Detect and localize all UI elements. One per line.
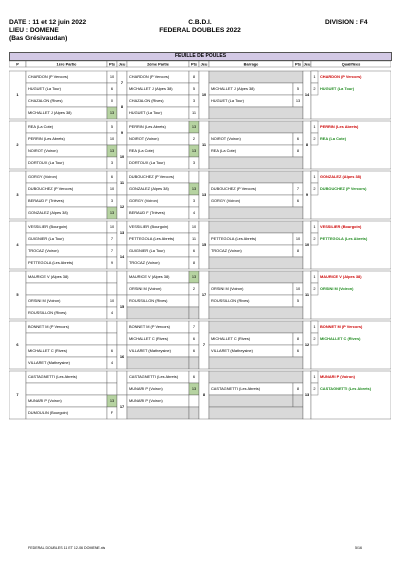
barrage-empty bbox=[209, 171, 303, 183]
header-division: DIVISION : F4 bbox=[325, 19, 368, 26]
qualified-first: CHARDON (P Vercors) bbox=[320, 74, 362, 80]
barrage-points-value: 8 bbox=[296, 386, 300, 392]
qualified-first: PERRIN (Les Abrets) bbox=[320, 124, 359, 130]
barrage-empty bbox=[209, 157, 303, 169]
qualified-rank: 2 bbox=[313, 336, 316, 342]
barrage-team bbox=[209, 395, 293, 407]
qualified-first: GONZALEZ (Alpes 38) bbox=[320, 174, 362, 180]
barrage-game-number: 10 bbox=[304, 242, 310, 248]
column-header: Qualifiées bbox=[341, 61, 361, 67]
qualified-first: VESSILIER (Bourgoin) bbox=[320, 224, 362, 230]
second-round-points-value: 13 bbox=[191, 186, 197, 192]
first-round-points-value: 10 bbox=[109, 136, 115, 142]
qualified-first: BONNET M (P Vercors) bbox=[320, 324, 363, 330]
first-round-game-number: 13 bbox=[119, 230, 125, 236]
barrage-points-value: 6 bbox=[296, 198, 300, 204]
barrage-team-name: PETTEGOLA (Les Abrets) bbox=[211, 236, 257, 242]
column-header: Pts bbox=[294, 61, 302, 67]
header-right bbox=[325, 19, 368, 27]
barrage-team-name: VILLARET (Matheysine) bbox=[211, 348, 253, 354]
barrage-empty bbox=[209, 307, 303, 319]
barrage-team-name: ORSINI M (Voiron) bbox=[211, 286, 244, 292]
column-header: Pts bbox=[108, 61, 116, 67]
first-round-team-name: CASTAGNETTI (Les Abrets) bbox=[28, 374, 78, 380]
second-round-game-number: 7 bbox=[202, 342, 206, 348]
second-round-team bbox=[127, 407, 189, 419]
first-round-team-name: MICHALLET J (Alpes 38) bbox=[28, 110, 72, 116]
column-header: Jeu bbox=[118, 61, 126, 67]
first-round-team-name: BERAUD F (Trièves) bbox=[28, 198, 64, 204]
second-round-game-number: 10 bbox=[201, 92, 207, 98]
first-round-team bbox=[26, 333, 107, 345]
first-round-points-value: 3 bbox=[110, 198, 114, 204]
first-round-game-number: 14 bbox=[119, 254, 125, 260]
first-round-team-name: BONNET M (P Vercors) bbox=[28, 324, 69, 330]
first-round-points-value: 6 bbox=[110, 174, 114, 180]
qualified-rank: 1 bbox=[313, 324, 316, 330]
qualified-rank: 2 bbox=[313, 86, 316, 92]
qualified-rank: 1 bbox=[313, 374, 316, 380]
second-round-team bbox=[127, 357, 189, 369]
first-round-points-value: 13 bbox=[109, 110, 115, 116]
barrage-team-name: GORGY (Voiron) bbox=[211, 198, 241, 204]
barrage-team-name: DUBOUCHEZ (P Vercors) bbox=[211, 186, 257, 192]
barrage-points-value: 8 bbox=[296, 148, 300, 154]
qualified-rank: 1 bbox=[313, 74, 316, 80]
qualified-second: REA (La Cote) bbox=[320, 136, 347, 142]
qualified-rank: 1 bbox=[313, 124, 316, 130]
second-round-team-name: HUGUET (La Tour) bbox=[129, 110, 162, 116]
second-round-points-value: 6 bbox=[192, 336, 196, 342]
first-round-team-name: VILLARET (Matheysine) bbox=[28, 360, 70, 366]
first-round-team-name: DORTOUX (La Tour) bbox=[28, 160, 64, 166]
first-round-points-value: 7 bbox=[110, 248, 114, 254]
second-round-team-name: CHAZALON (Rives) bbox=[129, 98, 164, 104]
second-round-team-name: PETTEGOLA (Les Abrets) bbox=[129, 236, 175, 242]
first-round-team-name: TROCAZ (Voiron) bbox=[28, 248, 59, 254]
first-round-game-number: 8 bbox=[120, 104, 124, 110]
second-round-team bbox=[127, 307, 189, 319]
second-round-points bbox=[189, 407, 199, 419]
header-left bbox=[9, 19, 86, 43]
first-round-team-name: NOIROT (Voiron) bbox=[28, 148, 58, 154]
first-round-team-name: PETTEGOLA (Les Abrets) bbox=[28, 260, 74, 266]
first-round-team-name: VESSILIER (Bourgoin) bbox=[28, 224, 68, 230]
first-round-team-name: ORSINI M (Voiron) bbox=[28, 298, 61, 304]
second-round-points bbox=[189, 357, 199, 369]
qualified-rank: 1 bbox=[313, 174, 316, 180]
barrage-team-name: MICHALLET C (Rives) bbox=[211, 336, 251, 342]
barrage-team-name: CASTAGNETTI (Les Abrets) bbox=[211, 386, 261, 392]
barrage-empty bbox=[209, 221, 303, 233]
barrage-points-value: 5 bbox=[296, 86, 300, 92]
barrage-empty bbox=[209, 357, 303, 369]
barrage-points-value: 13 bbox=[295, 98, 301, 104]
barrage-game-number: 14 bbox=[304, 92, 310, 98]
first-round-points-value: 10 bbox=[109, 186, 115, 192]
first-round-points bbox=[107, 333, 117, 345]
first-round-points-value: 3 bbox=[110, 160, 114, 166]
barrage-team-name: MICHALLET J (Alpes 38) bbox=[211, 86, 255, 92]
barrage-empty bbox=[209, 407, 303, 419]
second-round-game-number: 8 bbox=[202, 392, 206, 398]
barrage-empty bbox=[209, 121, 303, 133]
first-round-team-name: PERRIN (Les Abrets) bbox=[28, 136, 65, 142]
barrage-team-name: TROCAZ (Voiron) bbox=[211, 248, 242, 254]
qualified-second: CASTAGNETTI (Les Abrets) bbox=[320, 386, 372, 392]
qualified-second: HUGUET (La Tour) bbox=[320, 86, 355, 92]
first-round-game-number: 15 bbox=[119, 304, 125, 310]
barrage-points-value: 8 bbox=[296, 336, 300, 342]
second-round-game-number: 11 bbox=[201, 142, 207, 148]
first-round-team-name: HUGUET (La Tour) bbox=[28, 86, 61, 92]
barrage-empty bbox=[209, 321, 303, 333]
first-round-points-value: 9 bbox=[110, 260, 114, 266]
first-round-team-name: ROUSSILLON (Rives) bbox=[28, 310, 67, 316]
second-round-team-name: VESSILIER (Bourgoin) bbox=[129, 224, 169, 230]
first-round-points-value: 13 bbox=[109, 210, 115, 216]
barrage-points-value: 6 bbox=[296, 136, 300, 142]
second-round-team-name: MUNARI P (Voiron) bbox=[129, 386, 163, 392]
first-round-points bbox=[107, 271, 117, 283]
column-header: Barrage bbox=[243, 61, 259, 67]
first-round-points-value: 10 bbox=[109, 74, 115, 80]
section-title: FEUILLE DE POULES bbox=[9, 52, 392, 61]
second-round-points-value: 6 bbox=[192, 248, 196, 254]
barrage-game-number: 9 bbox=[305, 192, 309, 198]
column-header: P bbox=[16, 61, 19, 67]
first-round-team-name: MAURICE V (Alpes 38) bbox=[28, 274, 69, 280]
second-round-points-value: 11 bbox=[191, 236, 197, 242]
first-round-points-value: F bbox=[110, 410, 114, 416]
qualified-rank: 1 bbox=[313, 274, 316, 280]
first-round-points-value: 10 bbox=[109, 224, 115, 230]
pool-number: 2 bbox=[16, 142, 19, 148]
first-round-points-value: 7 bbox=[110, 236, 114, 242]
header-club: C.B.D.I. bbox=[188, 19, 212, 26]
second-round-team-name: DUBOUCHEZ (P Vercors) bbox=[129, 174, 175, 180]
barrage-empty bbox=[209, 371, 303, 383]
second-round-points-value: 10 bbox=[191, 224, 197, 230]
first-round-team-name: DUMOULIN (Bourgoin) bbox=[28, 410, 68, 416]
footer-page-number: 5/16 bbox=[355, 546, 362, 550]
first-round-points-value: 6 bbox=[110, 348, 114, 354]
second-round-points-value: 3 bbox=[192, 98, 196, 104]
barrage-points bbox=[293, 395, 303, 407]
pool-number: 7 bbox=[16, 392, 19, 398]
first-round-points-value: 4 bbox=[110, 360, 114, 366]
first-round-points-value: 13 bbox=[109, 148, 115, 154]
first-round-game-number: 16 bbox=[119, 354, 125, 360]
first-round-game-number: 11 bbox=[119, 180, 125, 186]
qualified-rank: 2 bbox=[313, 186, 316, 192]
first-round-game-number: 10 bbox=[119, 154, 125, 160]
second-round-game-number: 15 bbox=[201, 242, 207, 248]
qualified-first: MUNARI P (Voiron) bbox=[320, 374, 355, 380]
qualified-rank: 2 bbox=[313, 286, 316, 292]
header-location: LIEU : DOMENE bbox=[9, 27, 59, 34]
first-round-team bbox=[26, 283, 107, 295]
barrage-empty bbox=[209, 71, 303, 83]
first-round-points bbox=[107, 283, 117, 295]
first-round-points bbox=[107, 321, 117, 333]
second-round-team-name: REA (La Cote) bbox=[129, 148, 155, 154]
second-round-points bbox=[189, 307, 199, 319]
qualified-rank: 1 bbox=[313, 224, 316, 230]
first-round-team-name: GORGY (Voiron) bbox=[28, 174, 58, 180]
barrage-points-value: 6 bbox=[296, 348, 300, 354]
pool-number: 5 bbox=[16, 292, 19, 298]
barrage-empty bbox=[209, 107, 303, 119]
qualified-first: MAURICE V (Alpes 38) bbox=[320, 274, 362, 280]
second-round-team-name: GUIGNIER (La Tour) bbox=[129, 248, 165, 254]
footer-filename: FEDERAL DOUBLES 11 ET 12-06 DOMENE.xls bbox=[28, 546, 106, 550]
qualified-second: DUBOUCHEZ (P Vercors) bbox=[320, 186, 367, 192]
second-round-points-value: 3 bbox=[192, 160, 196, 166]
second-round-team-name: BERAUD F (Trièves) bbox=[129, 210, 165, 216]
column-header: Jeu bbox=[303, 61, 311, 67]
second-round-points-value: 5 bbox=[192, 86, 196, 92]
barrage-team-name: NOIROT (Voiron) bbox=[211, 136, 241, 142]
second-round-points-value: 7 bbox=[192, 324, 196, 330]
qualified-rank: 2 bbox=[313, 386, 316, 392]
qualified-second: MICHALLET C (Rives) bbox=[320, 336, 361, 342]
header-area: (Bas Grésivaudan) bbox=[9, 35, 68, 42]
second-round-points bbox=[189, 171, 199, 183]
first-round-game-number: 12 bbox=[119, 204, 125, 210]
pool-table-grid bbox=[9, 61, 391, 441]
second-round-team-name: NOIROT (Voiron) bbox=[129, 136, 159, 142]
second-round-game-number: 17 bbox=[201, 292, 207, 298]
first-round-points-value: 4 bbox=[110, 310, 114, 316]
barrage-points-value: 10 bbox=[295, 286, 301, 292]
first-round-game-number: 7 bbox=[120, 80, 124, 86]
second-round-points-value: 6 bbox=[192, 374, 196, 380]
first-round-points-value: 5 bbox=[110, 124, 114, 130]
second-round-points-value: 11 bbox=[191, 110, 197, 116]
second-round-points-value: 2 bbox=[192, 286, 196, 292]
barrage-game-number: 11 bbox=[304, 292, 310, 298]
second-round-team-name: MAURICE V (Alpes 38) bbox=[129, 274, 170, 280]
barrage-points-value: 10 bbox=[295, 236, 301, 242]
header-date: DATE : 11 et 12 juin 2022 bbox=[9, 19, 87, 26]
column-header: 2ème Partie bbox=[147, 61, 169, 67]
qualified-rank: 2 bbox=[313, 236, 316, 242]
second-round-points-value: 8 bbox=[192, 74, 196, 80]
pool-number: 6 bbox=[16, 342, 19, 348]
second-round-points-value: 8 bbox=[192, 260, 196, 266]
second-round-team-name: ROUSSILLON (Rives) bbox=[129, 298, 168, 304]
second-round-points-value: 2 bbox=[192, 136, 196, 142]
barrage-team-name: REA (La Cote) bbox=[211, 148, 237, 154]
first-round-team bbox=[26, 383, 107, 395]
second-round-points-value: 13 bbox=[191, 124, 197, 130]
first-round-team-name: CHAZALON (Rives) bbox=[28, 98, 63, 104]
barrage-points-value: 5 bbox=[296, 298, 300, 304]
second-round-points bbox=[189, 295, 199, 307]
barrage-game-number: 8 bbox=[305, 142, 309, 148]
barrage-points-value: 7 bbox=[296, 186, 300, 192]
barrage-team-name: HUGUET (La Tour) bbox=[211, 98, 244, 104]
second-round-team-name: PERRIN (Les Abrets) bbox=[129, 124, 166, 130]
barrage-empty bbox=[209, 207, 303, 219]
first-round-team-name: MICHALLET C (Rives) bbox=[28, 348, 68, 354]
first-round-team-name: DUBOUCHEZ (P Vercors) bbox=[28, 186, 74, 192]
first-round-game bbox=[117, 371, 127, 395]
second-round-team-name: ORSINI M (Voiron) bbox=[129, 286, 162, 292]
second-round-points-value: 13 bbox=[191, 148, 197, 154]
barrage-game-number: 13 bbox=[304, 392, 310, 398]
first-round-points-value: 6 bbox=[110, 86, 114, 92]
barrage-team-name: ROUSSILLON (Rives) bbox=[211, 298, 250, 304]
column-header: Jeu bbox=[200, 61, 208, 67]
second-round-team-name: CASTAGNETTI (Les Abrets) bbox=[129, 374, 179, 380]
first-round-game-number: 17 bbox=[119, 404, 125, 410]
second-round-team-name: CHARDON (P Vercors) bbox=[129, 74, 170, 80]
column-header: Pts bbox=[190, 61, 198, 67]
second-round-team-name: BONNET M (P Vercors) bbox=[129, 324, 170, 330]
first-round-points-value: 10 bbox=[109, 298, 115, 304]
qualified-rank: 2 bbox=[313, 136, 316, 142]
first-round-game bbox=[117, 321, 127, 345]
pool-number: 1 bbox=[16, 92, 19, 98]
second-round-points-value: 3 bbox=[192, 198, 196, 204]
column-header: 1ère Partie bbox=[56, 61, 77, 67]
first-round-points bbox=[107, 371, 117, 383]
second-round-team-name: GONZALEZ (Alpes 38) bbox=[129, 186, 169, 192]
first-round-team-name: CHARDON (P Vercors) bbox=[28, 74, 69, 80]
first-round-points-value: 13 bbox=[109, 398, 115, 404]
second-round-team-name: MICHALLET J (Alpes 38) bbox=[129, 86, 173, 92]
qualified-second: PETTEGOLA (Les Abrets) bbox=[320, 236, 368, 242]
barrage-empty bbox=[209, 257, 303, 269]
second-round-team-name: GORGY (Voiron) bbox=[129, 198, 159, 204]
qualified-second: ORSINI M (Voiron) bbox=[320, 286, 354, 292]
barrage-empty bbox=[209, 271, 303, 283]
second-round-team-name: VILLARET (Matheysine) bbox=[129, 348, 171, 354]
first-round-team-name: GUIGNIER (La Tour) bbox=[28, 236, 64, 242]
header-competition: FEDERAL DOUBLES 2022 bbox=[159, 27, 241, 34]
first-round-points-value: 0 bbox=[110, 98, 114, 104]
barrage-game-number: 12 bbox=[304, 342, 310, 348]
first-round-team-name: GONZALEZ (Alpes 38) bbox=[28, 210, 68, 216]
first-round-team-name: MUNARI P (Voiron) bbox=[28, 398, 62, 404]
pool-number: 3 bbox=[16, 192, 19, 198]
first-round-points bbox=[107, 383, 117, 395]
first-round-game-number: 9 bbox=[120, 130, 124, 136]
second-round-points-value: 13 bbox=[191, 274, 197, 280]
pool-number: 4 bbox=[16, 242, 19, 248]
second-round-game-number: 13 bbox=[201, 192, 207, 198]
first-round-team-name: REA (La Cote) bbox=[28, 124, 54, 130]
first-round-game bbox=[117, 271, 127, 295]
second-round-points-value: 6 bbox=[192, 348, 196, 354]
header-center bbox=[120, 19, 280, 35]
second-round-team-name: TROCAZ (Voiron) bbox=[129, 260, 160, 266]
second-round-team-name: MUNARI P (Voiron) bbox=[129, 398, 163, 404]
barrage-points-value: 8 bbox=[296, 248, 300, 254]
second-round-points bbox=[189, 395, 199, 407]
second-round-points-value: 13 bbox=[191, 386, 197, 392]
second-round-team-name: DORTOUX (La Tour) bbox=[129, 160, 165, 166]
second-round-team-name: MICHALLET C (Rives) bbox=[129, 336, 169, 342]
pool-table bbox=[9, 61, 391, 441]
second-round-points-value: 4 bbox=[192, 210, 196, 216]
